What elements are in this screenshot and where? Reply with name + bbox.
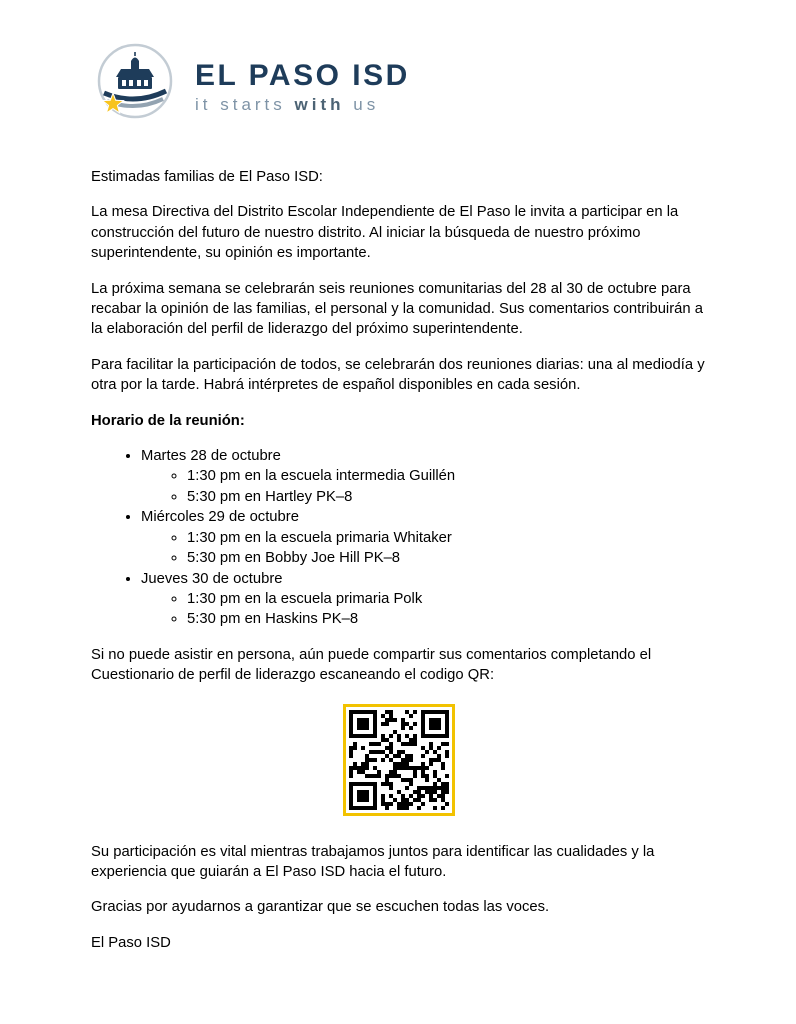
schedule-sublist — [141, 528, 706, 569]
elpaso-isd-logo — [91, 40, 706, 133]
qr-code — [343, 704, 455, 816]
logo-title: EL PASO ISD — [195, 58, 410, 92]
closing-paragraph: Su participación es vital mientras trabajamos juntos para identificar las cualidades y la experiencia que guiarán a El Paso ISD hacia el futuro. — [91, 843, 655, 880]
schedule-list — [91, 446, 706, 630]
schedule-item: ◦ 1:30 pm en la escuela primaria Polk — [187, 589, 706, 609]
elpaso-isd-logo-icon — [91, 40, 179, 133]
paragraph-meetings: La próxima semana se celebrarán seis reuniones comunitarias del 28 al 30 de octubre para recabar la opinión de las familias, el personal y la comunidad. Sus comentarios contribuirán a la elaboración del perfil de liderazgo del próximo superintendente. — [91, 280, 703, 338]
salutation: Estimadas familias de El Paso ISD: — [91, 169, 323, 185]
logo-tagline — [195, 95, 410, 115]
tagline-pre: it starts — [195, 94, 286, 114]
schedule-sublist — [141, 589, 706, 630]
schedule-item: ◦ 5:30 pm en Bobby Joe Hill PK–8 — [187, 548, 706, 568]
schedule-heading: Horario de la reunión: — [91, 412, 245, 429]
schedule-item: ◦ 5:30 pm en Hartley PK–8 — [187, 487, 706, 507]
schedule-day-label: Martes 28 de octubre — [141, 448, 281, 465]
schedule-day — [141, 569, 706, 630]
paragraph-invitation: La mesa Directiva del Distrito Escolar Independiente de El Paso le invita a participar en la construcción del futuro de nuestro distrito. Al iniciar la búsqueda de nuestro próximo superintendente, su opinión es importante. — [91, 204, 679, 262]
signature: El Paso ISD — [91, 934, 171, 951]
tagline-post: us — [353, 94, 380, 114]
letter-body — [91, 167, 706, 953]
logo-text — [195, 59, 410, 115]
schedule-day-label: Jueves 30 de octubre — [141, 570, 283, 587]
schedule-item: ◦ 1:30 pm en la escuela primaria Whitaker — [187, 528, 706, 548]
qr-section — [91, 704, 706, 816]
thanks-paragraph: Gracias por ayudarnos a garantizar que se escuchen todas las voces. — [91, 899, 550, 916]
schedule-item: ◦ 5:30 pm en Haskins PK–8 — [187, 609, 706, 629]
schedule-sublist — [141, 466, 706, 507]
paragraph-times: Para facilitar la participación de todos, se celebrarán dos reuniones diarias: una al mediodía y otra por la tarde. Habrá intérpretes de español disponibles en cada sesión. — [91, 356, 705, 394]
schedule-day-label: Miércoles 29 de octubre — [141, 509, 299, 526]
tagline-emph: with — [294, 94, 345, 114]
schedule-day — [141, 446, 706, 507]
schedule-item: ◦ 1:30 pm en la escuela intermedia Guillén — [187, 466, 706, 486]
qr-intro-paragraph: Si no puede asistir en persona, aún puede compartir sus comentarios completando el Cuestionario de perfil de liderazgo escaneando el codigo QR: — [91, 646, 652, 684]
schedule-day — [141, 507, 706, 568]
